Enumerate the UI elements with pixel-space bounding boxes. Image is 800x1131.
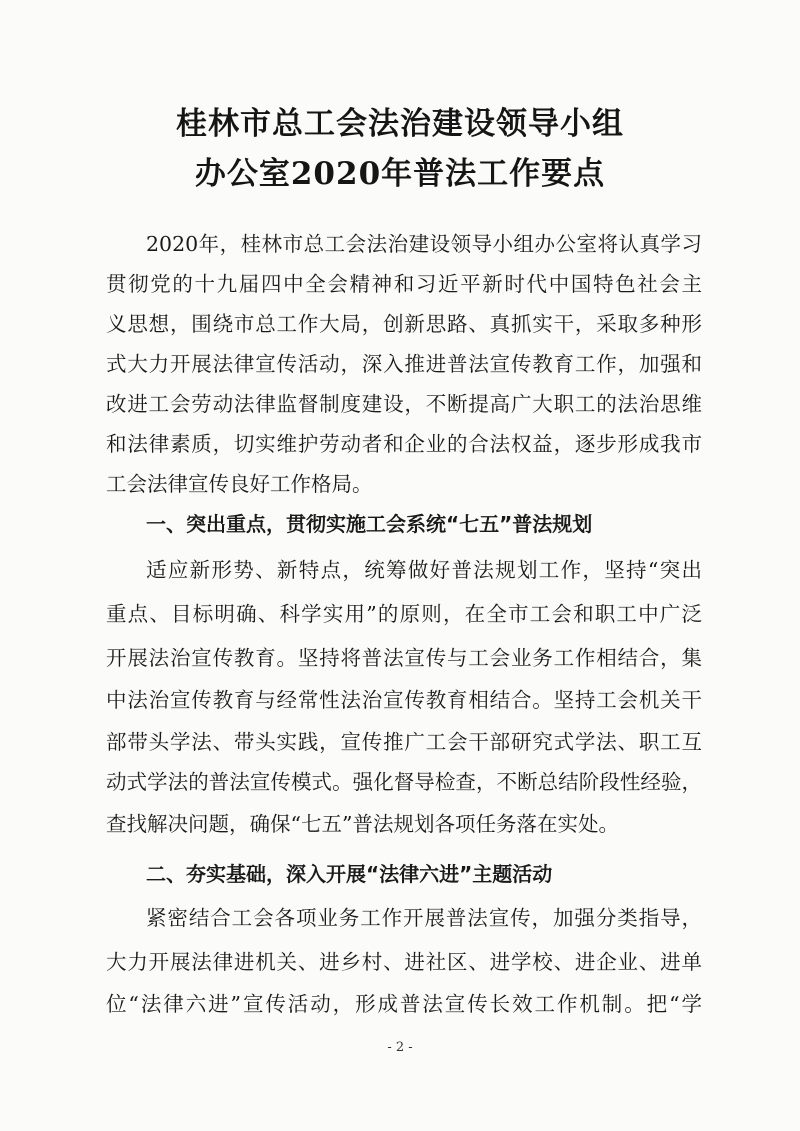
section-heading-1: 一、突出重点，贯彻实施工会系统“七五”普法规划: [146, 512, 593, 536]
paragraph-1-line: 工会法律宣传良好工作格局。: [106, 472, 373, 496]
paragraph-3-line: 位“法律六进”宣传活动，形成普法宣传长效工作机制。把“学: [106, 992, 702, 1016]
paragraph-2-line: 查找解决问题，确保“七五”普法规划各项任务落在实处。: [106, 812, 619, 836]
paragraph-2-line: 开展法治宣传教育。坚持将普法宣传与工会业务工作相结合，集: [106, 646, 702, 670]
paragraph-2-line: 重点、目标明确、科学实用”的原则，在全市工会和职工中广泛: [106, 602, 702, 626]
section-heading-2: 二、夯实基础，深入开展“法律六进”主题活动: [146, 862, 553, 886]
paragraph-1-line: 义思想，围绕市总工作大局，创新思路、真抓实干，采取多种形: [106, 312, 702, 336]
paragraph-1-line: 贯彻党的十九届四中全会精神和习近平新时代中国特色社会主: [106, 272, 702, 296]
document-title-line-1: 桂林市总工会法治建设领导小组: [176, 106, 624, 142]
paragraph-2-line: 部带头学法、带头实践，宣传推广工会干部研究式学法、职工互: [106, 730, 702, 754]
document-title-line-2: 办公室2020年普法工作要点: [194, 156, 606, 192]
paragraph-1-line: 式大力开展法律宣传活动，深入推进普法宣传教育工作，加强和: [106, 352, 702, 376]
paragraph-3-line: 紧密结合工会各项业务工作开展普法宣传，加强分类指导，: [146, 906, 702, 930]
paragraph-1-line: 2020年，桂林市总工会法治建设领导小组办公室将认真学习: [146, 232, 702, 256]
paragraph-2-line: 动式学法的普法宣传模式。强化督导检查，不断总结阶段性经验，: [106, 770, 702, 794]
page-number: - 2 -: [387, 1040, 413, 1055]
paragraph-1-line: 和法律素质，切实维护劳动者和企业的合法权益，逐步形成我市: [106, 432, 702, 456]
paragraph-3-line: 大力开展法律进机关、进乡村、进社区、进学校、进企业、进单: [106, 950, 702, 974]
paragraph-1-line: 改进工会劳动法律监督制度建设，不断提高广大职工的法治思维: [106, 392, 702, 416]
paragraph-2-line: 适应新形势、新特点，统筹做好普法规划工作，坚持“突出: [146, 558, 702, 582]
paragraph-2-line: 中法治宣传教育与经常性法治宣传教育相结合。坚持工会机关干: [106, 688, 702, 712]
